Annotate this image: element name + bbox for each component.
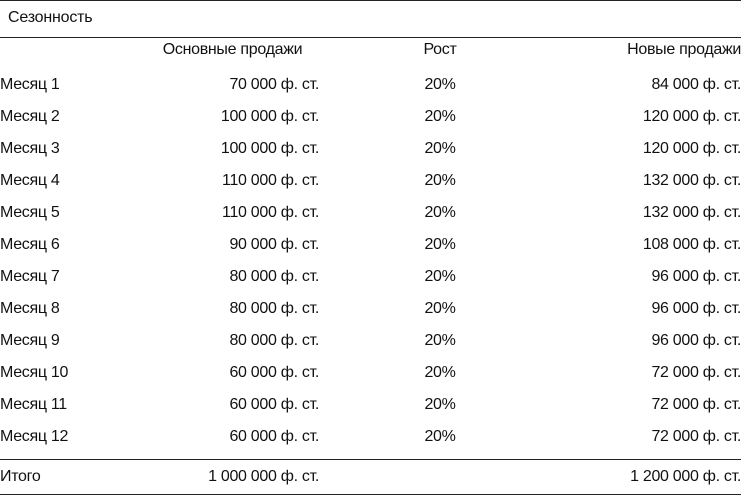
- growth-cell: 20%: [424, 140, 456, 157]
- table-row: [0, 69, 741, 101]
- base-sales-cell: 90 000 ф. ст.: [229, 236, 319, 253]
- table-row: [0, 421, 741, 453]
- base-sales-cell: 80 000 ф. ст.: [229, 300, 319, 317]
- header-month: [0, 41, 130, 69]
- new-sales-cell: 120 000 ф. ст.: [642, 140, 741, 157]
- new-sales-cell: 72 000 ф. ст.: [651, 396, 741, 413]
- total-table: [0, 460, 741, 494]
- total-new-sales: 1 200 000 ф. ст.: [630, 468, 741, 485]
- growth-cell: 20%: [424, 332, 456, 349]
- header-base-sales: Основные продажи: [162, 41, 303, 58]
- table-row: [0, 261, 741, 293]
- month-cell: Месяц 6: [0, 236, 60, 253]
- new-sales-cell: 72 000 ф. ст.: [651, 364, 741, 381]
- base-sales-cell: 60 000 ф. ст.: [229, 428, 319, 445]
- header-growth: Рост: [423, 41, 457, 58]
- header-new-sales: Новые продажи: [627, 41, 741, 58]
- growth-cell: 20%: [424, 236, 456, 253]
- table-caption: Сезонность: [8, 9, 93, 26]
- new-sales-cell: 84 000 ф. ст.: [651, 76, 741, 93]
- seasonality-table: [0, 41, 741, 453]
- header-row: [0, 41, 741, 69]
- new-sales-cell: 108 000 ф. ст.: [642, 236, 741, 253]
- growth-cell: 20%: [424, 204, 456, 221]
- month-cell: Месяц 11: [0, 396, 67, 413]
- base-sales-cell: 60 000 ф. ст.: [229, 396, 319, 413]
- growth-cell: 20%: [424, 396, 456, 413]
- total-base-sales: 1 000 000 ф. ст.: [208, 468, 319, 485]
- base-sales-cell: 70 000 ф. ст.: [229, 76, 319, 93]
- base-sales-cell: 80 000 ф. ст.: [229, 332, 319, 349]
- total-row: [0, 460, 741, 494]
- month-cell: Месяц 10: [0, 364, 69, 381]
- base-sales-cell: 100 000 ф. ст.: [220, 140, 319, 157]
- table-body: [0, 69, 741, 453]
- month-cell: Месяц 9: [0, 332, 60, 349]
- new-sales-cell: 132 000 ф. ст.: [642, 172, 741, 189]
- base-sales-cell: 80 000 ф. ст.: [229, 268, 319, 285]
- table-row: [0, 389, 741, 421]
- month-cell: Месяц 1: [0, 76, 60, 93]
- table-row: [0, 293, 741, 325]
- month-cell: Месяц 12: [0, 428, 69, 445]
- growth-cell: 20%: [424, 364, 456, 381]
- month-cell: Месяц 4: [0, 172, 60, 189]
- header-rule: [0, 37, 741, 38]
- new-sales-cell: 96 000 ф. ст.: [651, 300, 741, 317]
- new-sales-cell: 96 000 ф. ст.: [651, 332, 741, 349]
- base-sales-cell: 110 000 ф. ст.: [222, 204, 319, 221]
- month-cell: Месяц 5: [0, 204, 60, 221]
- new-sales-cell: 132 000 ф. ст.: [642, 204, 741, 221]
- top-rule: [0, 0, 741, 1]
- bottom-rule: [0, 494, 741, 495]
- total-growth: [335, 460, 545, 494]
- table-row: [0, 133, 741, 165]
- base-sales-cell: 60 000 ф. ст.: [229, 364, 319, 381]
- table-row: [0, 325, 741, 357]
- month-cell: Месяц 7: [0, 268, 60, 285]
- table-row: [0, 101, 741, 133]
- new-sales-cell: 120 000 ф. ст.: [642, 108, 741, 125]
- growth-cell: 20%: [424, 108, 456, 125]
- month-cell: Месяц 3: [0, 140, 60, 157]
- table-row: [0, 357, 741, 389]
- new-sales-cell: 96 000 ф. ст.: [651, 268, 741, 285]
- base-sales-cell: 100 000 ф. ст.: [220, 108, 319, 125]
- base-sales-cell: 110 000 ф. ст.: [222, 172, 319, 189]
- table-row: [0, 197, 741, 229]
- total-label: Итого: [0, 468, 41, 485]
- growth-cell: 20%: [424, 428, 456, 445]
- table-row: [0, 229, 741, 261]
- growth-cell: 20%: [424, 172, 456, 189]
- month-cell: Месяц 2: [0, 108, 60, 125]
- growth-cell: 20%: [424, 76, 456, 93]
- table-row: [0, 165, 741, 197]
- growth-cell: 20%: [424, 268, 456, 285]
- growth-cell: 20%: [424, 300, 456, 317]
- month-cell: Месяц 8: [0, 300, 60, 317]
- new-sales-cell: 72 000 ф. ст.: [651, 428, 741, 445]
